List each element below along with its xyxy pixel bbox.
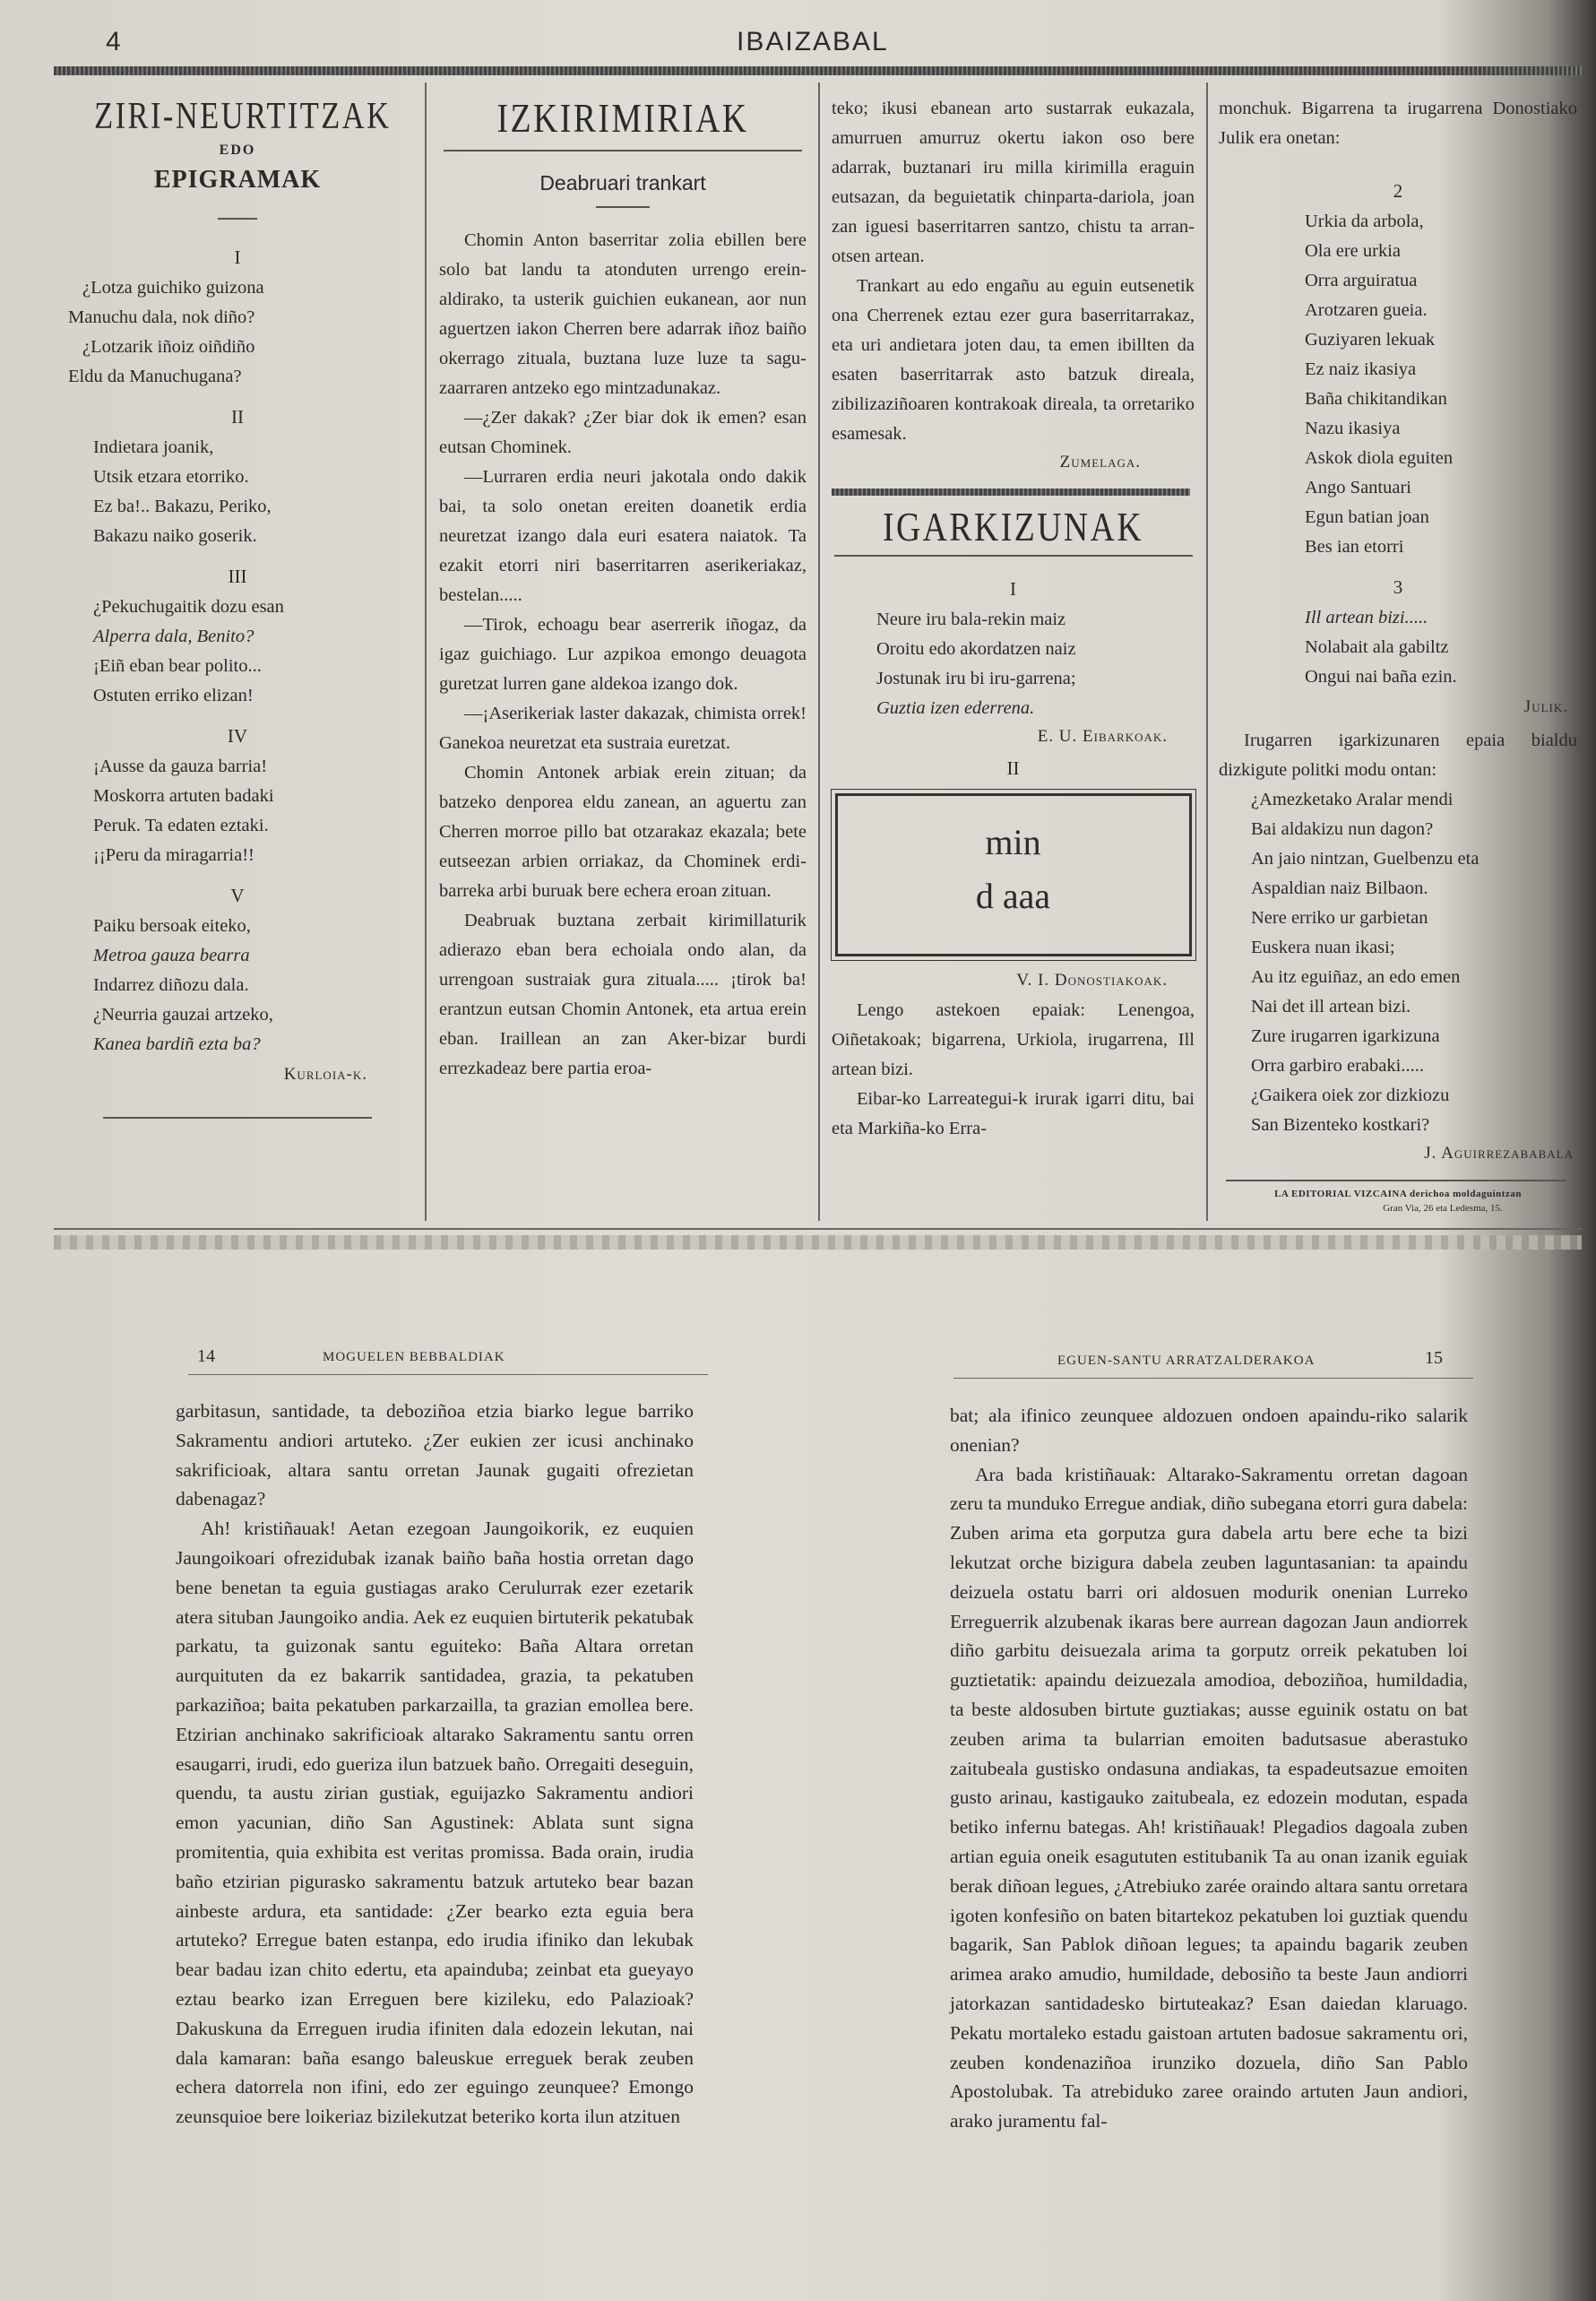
section-title-ziri-neurtitzak: ZIRI-NEURTITZAK bbox=[94, 96, 392, 137]
riddle-poem bbox=[832, 605, 1195, 723]
signature-eibarkoak: E. U. Eibarkoak. bbox=[1037, 727, 1168, 746]
running-head-left: MOGUELEN BEBBALDIAK bbox=[323, 1350, 505, 1364]
bottom-left-page-header bbox=[188, 1345, 717, 1371]
column-rule-2 bbox=[818, 82, 820, 1221]
riddle-line: Jostunak iru bi iru-garrena; bbox=[876, 669, 1076, 688]
poem-line: Nazu ikasiya bbox=[1305, 419, 1401, 438]
epigram-number: V bbox=[230, 885, 245, 906]
poem-line: Bai aldakizu nun dagon? bbox=[1251, 819, 1434, 839]
running-head-right: EGUEN-SANTU ARRATZALDERAKOA bbox=[1057, 1354, 1316, 1368]
epigram-number: II bbox=[231, 406, 244, 428]
epigram-line: Moskorra artuten badaki bbox=[93, 786, 274, 806]
imprint-rule bbox=[1226, 1180, 1566, 1181]
page-bottom-rule bbox=[54, 1228, 1582, 1230]
section-title-igarkizunak: IGARKIZUNAK bbox=[882, 504, 1144, 549]
page-number-15: 15 bbox=[1425, 1348, 1443, 1368]
epigram-line: Indarrez diñozu dala. bbox=[93, 975, 249, 995]
end-rule bbox=[103, 1117, 372, 1119]
poem-line: Askok diola eguiten bbox=[1305, 448, 1454, 468]
masthead-rule bbox=[54, 66, 1582, 75]
paragraph: teko; ikusi ebanean arto sustarrak eukazala, amurruen amurruz okertu iakon oso bere adarrak, buztanari iru milla kirimilla eraguin eutsazan, da beguietatik chinparta-dariola, joan zan iguesi baserritarren santzo, chistu ta arran-otsen artean. bbox=[832, 99, 1195, 266]
header-rule-right bbox=[953, 1378, 1473, 1379]
poem-line: Ango Santuari bbox=[1305, 478, 1411, 497]
epigram-number: IV bbox=[227, 725, 248, 747]
riddle-line: Guztia izen ederrena. bbox=[876, 698, 1035, 718]
poem-line: Egun batian joan bbox=[1305, 507, 1429, 527]
epigram-line: Ostuten erriko elizan! bbox=[93, 686, 254, 705]
epigram-line: ¡¡Peru da miragarria!! bbox=[93, 845, 254, 865]
page-number-top: 4 bbox=[106, 27, 121, 56]
answer-number: 3 bbox=[1393, 576, 1403, 598]
epigram-line: ¿Neurria gauzai artzeko, bbox=[93, 1005, 273, 1025]
paragraph: —¡Aserikeriak laster dakazak, chimista orrek! Ganekoa neuretzat eta sustraia euretzat. bbox=[439, 704, 807, 753]
article-body bbox=[439, 226, 807, 1084]
epigram-line: Ez ba!.. Bakazu, Periko, bbox=[93, 497, 272, 516]
epigram-list bbox=[63, 241, 412, 1060]
paragraph: —¿Zer dakak? ¿Zer biar dok ik emen? esan eutsan Chominek. bbox=[439, 408, 807, 457]
answers-body bbox=[832, 996, 1195, 1144]
riddle-line: Oroitu edo akordatzen naiz bbox=[876, 639, 1076, 659]
poem-line: San Bizenteko kostkari? bbox=[1251, 1115, 1430, 1135]
paragraph: bat; ala ifinico zeunquee aldozuen ondoen apaindu-riko salarik onenian? bbox=[950, 1405, 1468, 1456]
paragraph: Ah! kristiñauak! Aetan ezegoan Jaungoikorik, ez euquien Jaungoikoari ofrezidubak izanak baiño baña hostia orretan dago bene benetan ta eguia gustiagas arako Cerulurrak ezer ezetarik atera situban Jaungoiko andia. Aek ez euquien birtuterik pekatubak parkatu, ta guizonak santu eguiteko: Baña Altara orretan aurquituten da ez bakarrik santidadea, grazia, ta pekatuben parkaziñoa; baita pekatuben parkarzailla, ta grazian emollea bere. Etzirian anchinako sakrificioak altarako Sakramentu santu orren esaugarri, irudi, edo gueriza ilun batzuek baño. Orregaiti deseguin, quendu, ta austu zirian gustiak, eguijazko Sakramentu andiori emon yacunian, diño San Agustinek: Ablata sunt signa promitentia, quia exhibita est veritas promissa. Bada orain, irudia baño etzirian pigurasko sakramentu batzuk artuteko bear bazan ainbeste ardura, eta santidade: ¿Zer bearko ezta eguia bera artuteko? Erregue baten estanpa, edo irudia ifiniko dan lekubak bear badau izan chito edertu, eta apainduba; zeinbat eta gueyayo eztau bearko izan Erreguen bere kizileku, edo Palazioak? Dakuskuna da Erreguen irudia ifiniten dala edozein lekutan, nai dala kamaran: baña esango baleuskue erreguek berak zeuben echera datorrela non ifini, edo zer eguingo zeunquee? Emongo zeunsquioe bere loikeriaz bizilekutzat beteriko korta ilun atzituen bbox=[176, 1518, 694, 2128]
poem-line: Ez naiz ikasiya bbox=[1305, 359, 1417, 379]
poem-line: ¿Amezketako Aralar mendi bbox=[1251, 790, 1454, 809]
column-epigramak bbox=[63, 94, 412, 1119]
paragraph: —Lurraren erdia neuri jakotala ondo dakik bai, ta solo onetan ereiten doanetik erdia neuretzat izango dala euri esatera naiatok. Ta ezakit etorri niri baserritarren aserikeriakaz, bestelan..... bbox=[439, 467, 807, 605]
page-number-14: 14 bbox=[197, 1346, 215, 1366]
answer-poem bbox=[1219, 603, 1577, 692]
epigram-line: Manuchu dala, nok diño? bbox=[68, 307, 255, 327]
epigram-line: Paiku bersoak eiteko, bbox=[93, 916, 251, 936]
epigram-line: Utsik etzara etorriko. bbox=[93, 467, 249, 487]
poem-line: Nere erriko ur garbietan bbox=[1251, 908, 1428, 928]
title-underline bbox=[444, 150, 802, 151]
poem-line: An jaio nintzan, Guelbenzu eta bbox=[1251, 849, 1480, 869]
epigram-line: Bakazu naiko goserik. bbox=[93, 526, 257, 546]
answer-number: 2 bbox=[1393, 180, 1403, 202]
paragraph: —Tirok, echoagu bear aserrerik iñogaz, da igaz guichiago. Lur azpikoa emongo deuagota guretzat lurren gane aldekoa izango dok. bbox=[439, 615, 807, 694]
signature-donostiakoak: V. I. Donostiakoak. bbox=[1016, 971, 1168, 990]
paragraph: Irugarren igarkizunaren epaia bialdu dizkigute politki modu ontan: bbox=[1219, 731, 1577, 780]
epigram-line: Indietara joanik, bbox=[93, 437, 214, 457]
poem-line: ¿Gaikera oiek zor dizkiozu bbox=[1251, 1086, 1450, 1105]
epigram-line: ¿Pekuchugaitik dozu esan bbox=[93, 597, 284, 617]
poem-line: Nai det ill artean bizi. bbox=[1251, 997, 1411, 1016]
bottom-right-page-header bbox=[950, 1345, 1479, 1371]
paragraph: Trankart au edo engañu au eguin eutsenetik ona Cherrenek eztau ezer gura baserritarrakaz, eta uri andietara joten dau, ta emen ibillten da esaten baserritarrak asto batzuk direala, zibilizaziñoaren kontrakoak direala, ta orretariko esamesak. bbox=[832, 276, 1195, 444]
epigram-number: III bbox=[228, 566, 247, 587]
epigram-number: I bbox=[234, 247, 241, 268]
signature-zumelaga: Zumelaga. bbox=[1059, 453, 1141, 471]
imprint-line: LA EDITORIAL VIZCAINA derichoa moldaguintzan bbox=[1274, 1189, 1522, 1199]
paragraph: monchuk. Bigarrena ta irugarrena Donostiako Julik era onetan: bbox=[1219, 99, 1577, 148]
riddle-number: II bbox=[1006, 757, 1020, 779]
answer-poem bbox=[1219, 207, 1577, 562]
paragraph: Ara bada kristiñauak: Altarako-Sakramentu orretan dagoan zeru ta munduko Erregue andiak, diño subegana etorri gura dabela: Zuben arima eta gorputza gura dabela artu bere eche ta bizi lekutzat orche bizigura dabela zeuben laguntasanian: ta apaindu deizuela ostatu barri ori aldosuen modurik onenian Lurreko Erreguerrik alzubenak ikaras bere aurrean dagozan Jaun andiorrek diño garbitu deisuezala arima ta gorputz orreik pekatuben loi guztietatik: apaindu deizuezala amodioa, deboziñoa, humildadia, ta beste aldosuben birtute guztiakas; ausse eguinik ostatu on bat zeuben arima ta bularrian emoiten badutsasue aberastuko zaitubeala gustisko ondasuna andiakas, ta espadeutsazue emoiten gusto arinau, kastigauko zaitubeala, ez edozein modutan, espada betiko infernu bategas. Ah! kristiñauak! Plegadios dagoala zuben artian eguia oneik esagututen estitubanik Ta au onan izanik eguiak berak diñoan legues, ¿Atrebiuko zarée oraindo altara santu orretara igoten konfesiño on baten bitartekoz pekatuben loi guztiak quendu bagarik, San Pablok diñoan legues; ta apaindu bagarik zeuben arimea arako amudio, humildade, debosiño ta beste Jaun andiorri jatorkazan santidadesko birtuteakaz? Esan daiedan klaruago. Pekatu mortaleko estadu gaistoan artuten badosue sakramentu ori, zeuben kondenaziñoa irunziko dozuela, diño San Pablo Apostolubak. Ta atrebiduko zaree oraindo artuten Jaun andiori, arako juramentu fal- bbox=[950, 1463, 1468, 2132]
signature-aguirrezababala: J. Aguirrezababala bbox=[1424, 1144, 1574, 1163]
masthead: IBAIZABAL bbox=[737, 27, 889, 56]
poem-line: Aspaldian naiz Bilbaon. bbox=[1251, 878, 1428, 898]
article-subtitle: Deabruari trankart bbox=[539, 171, 706, 195]
paragraph: Deabruak buztana zerbait kirimillaturik adierazo eban bera echoiala ondo alan, da urrengoan sustraiak gura zituala..... ¡tirok ba! erantzun eutsan Chomin Antonek, eta artua erein eban. Iraillean an zan Aker-bizar burdi errezkadeaz bere partia eroa- bbox=[439, 911, 807, 1078]
page-fold-edge bbox=[54, 1235, 1582, 1250]
section-subtitle-epigramak: EPIGRAMAK bbox=[153, 166, 322, 194]
column-answers bbox=[1219, 94, 1577, 1215]
column-rule-1 bbox=[425, 82, 427, 1221]
paragraph: Lengo astekoen epaiak: Lenengoa, Oiñetakoak; bigarrena, Urkiola, irugarrena, Ill artean bizi. bbox=[832, 1000, 1195, 1079]
epigram-line: Eldu da Manuchugana? bbox=[68, 367, 242, 386]
poem-line: Orra arguiratua bbox=[1305, 271, 1418, 290]
column-izkirimiriak bbox=[439, 94, 807, 1084]
bottom-right-text bbox=[950, 1401, 1468, 2136]
section-rule bbox=[832, 489, 1190, 496]
poem-line: Zure irugarren igarkizuna bbox=[1251, 1026, 1440, 1046]
poem-line: Ill artean bizi..... bbox=[1305, 608, 1428, 627]
ornament-rule bbox=[596, 206, 650, 208]
epigram-line: ¡Eiñ eban bear polito... bbox=[93, 656, 262, 676]
paragraph: Chomin Anton baserritar zolia ebillen bere solo bat landu ta atonduten urrengo erein-aldirako, ta usterik guichien eukanean, aor nun aguertzen iakon Cherren bere adarrak iñoz baiño okerrago zituala, buztana luze luze ta sagu-zaarraren antzeko ego mintzadunakaz. bbox=[439, 230, 807, 398]
riddle-line: Neure iru bala-rekin maiz bbox=[876, 610, 1066, 629]
signature-julik: Julik. bbox=[1523, 697, 1568, 716]
imprint-line: Gran Via, 26 eta Ledesma, 15. bbox=[1383, 1203, 1503, 1214]
column-rule-3 bbox=[1206, 82, 1208, 1221]
ornament-rule bbox=[218, 218, 257, 220]
poem-line: Arotzaren gueia. bbox=[1305, 300, 1428, 320]
riddle-box-line: min bbox=[985, 822, 1041, 862]
poem-line: Guziyaren lekuak bbox=[1305, 330, 1436, 350]
paragraph: Eibar-ko Larreategui-k irurak igarri ditu, bai eta Markiña-ko Erra- bbox=[832, 1089, 1195, 1138]
signature-kurloia: Kurloia-k. bbox=[283, 1065, 367, 1084]
poem-line: Euskera nuan ikasi; bbox=[1251, 938, 1395, 957]
epigram-line: ¡Ausse da gauza barria! bbox=[93, 757, 268, 776]
bottom-left-text bbox=[176, 1397, 694, 2132]
answers-intro bbox=[1219, 94, 1577, 153]
title-conjunction: EDO bbox=[219, 143, 256, 158]
paragraph: Chomin Antonek arbiak erein zituan; da batzeko denporea eldu zanean, an aguertu zan Cherren morroe pillo bat otzarakaz ekazala; bete eutseezan arbien orriakaz, da Chominek erdi-barreka arbi buruak bere echera eroan zituan. bbox=[439, 763, 807, 901]
poem-line: Au itz eguiñaz, an edo emen bbox=[1251, 967, 1461, 987]
epigram-line: Kanea bardiñ ezta ba? bbox=[93, 1034, 261, 1054]
epigram-line: ¿Lotza guichiko guizona bbox=[82, 278, 264, 298]
riddle-box-line: d aaa bbox=[975, 876, 1051, 916]
poem-line: Orra garbiro erabaki..... bbox=[1251, 1056, 1424, 1076]
poem-line: Nolabait ala gabiltz bbox=[1305, 637, 1449, 657]
riddle-number: I bbox=[1010, 578, 1016, 600]
poem-line: Urkia da arbola, bbox=[1305, 212, 1424, 231]
poem-line: Ongui nai baña ezin. bbox=[1305, 667, 1457, 687]
article-continuation bbox=[832, 94, 1195, 449]
epigram-line: ¿Lotzarik iñoiz oiñdiño bbox=[82, 337, 255, 357]
answer-poem bbox=[1219, 785, 1577, 1140]
riddle-box bbox=[835, 793, 1192, 956]
paragraph: garbitasun, santidade, ta deboziñoa etzia biarko legue barriko Sakramentu andiori artuteko. ¿Zer eukien zer icusi anchinako sakrificioak, altara santu orretan Jaunak gugaiti ofrezietan dabenagaz? bbox=[176, 1400, 694, 1510]
poem-line: Bes ian etorri bbox=[1305, 537, 1404, 557]
column-igarkizunak bbox=[832, 94, 1195, 1144]
title-underline bbox=[834, 555, 1193, 557]
answers-paragraph bbox=[1219, 726, 1577, 785]
epigram-line: Alperra dala, Benito? bbox=[93, 627, 254, 646]
section-title-izkirimiriak: IZKIRIMIRIAK bbox=[496, 95, 749, 141]
poem-line: Baña chikitandikan bbox=[1305, 389, 1447, 409]
header-rule-left bbox=[188, 1374, 708, 1375]
epigram-line: Metroa gauza bearra bbox=[93, 946, 250, 965]
epigram-line: Peruk. Ta edaten eztaki. bbox=[93, 816, 269, 835]
poem-line: Ola ere urkia bbox=[1305, 241, 1401, 261]
